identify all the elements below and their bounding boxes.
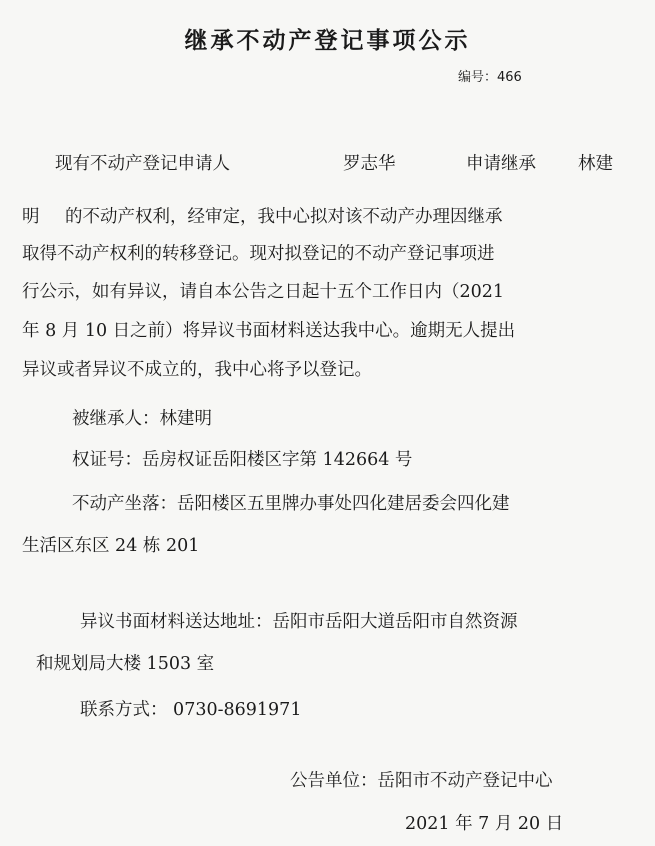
body-line1-prefix: 现有不动产登记申请人 (55, 154, 230, 174)
body-line5: 年 8 月 10 日之前）将异议书面材料送达我中心。逾期无人提出 (22, 321, 516, 341)
property-location-line2: 生活区东区 24 栋 201 (22, 536, 200, 556)
applicant-name: 罗志华 (343, 154, 396, 174)
body-line1-mid: 申请继承 (466, 154, 536, 174)
property-location-line1: 不动产坐落：岳阳楼区五里牌办事处四化建居委会四化建 (72, 494, 510, 514)
objection-address-line1: 异议书面材料送达地址：岳阳市岳阳大道岳阳市自然资源 (80, 612, 518, 632)
objection-address-line2: 和规划局大楼 1503 室 (36, 654, 215, 674)
decedent-line: 被继承人：林建明 (72, 409, 212, 429)
serial-number: 编号：466 (458, 70, 522, 85)
body-line4: 行公示，如有异议，请自本公告之日起十五个工作日内（2021 (22, 282, 505, 302)
body-line6: 异议或者异议不成立的，我中心将予以登记。 (22, 360, 372, 380)
certificate-line: 权证号：岳房权证岳阳楼区字第 142664 号 (72, 450, 413, 470)
document-title: 继承不动产登记事项公示 (184, 28, 471, 54)
issuer-line: 公告单位：岳阳市不动产登记中心 (290, 771, 553, 791)
body-line2: 的不动产权利，经审定，我中心拟对该不动产办理因继承 (65, 207, 503, 227)
decedent-name-part1: 林建 (578, 154, 613, 174)
contact-phone: 联系方式： 0730-8691971 (80, 700, 302, 720)
issue-date: 2021 年 7 月 20 日 (405, 814, 564, 834)
decedent-name-part2: 明 (22, 207, 40, 227)
body-line3: 取得不动产权利的转移登记。现对拟登记的不动产登记事项进 (22, 244, 495, 264)
